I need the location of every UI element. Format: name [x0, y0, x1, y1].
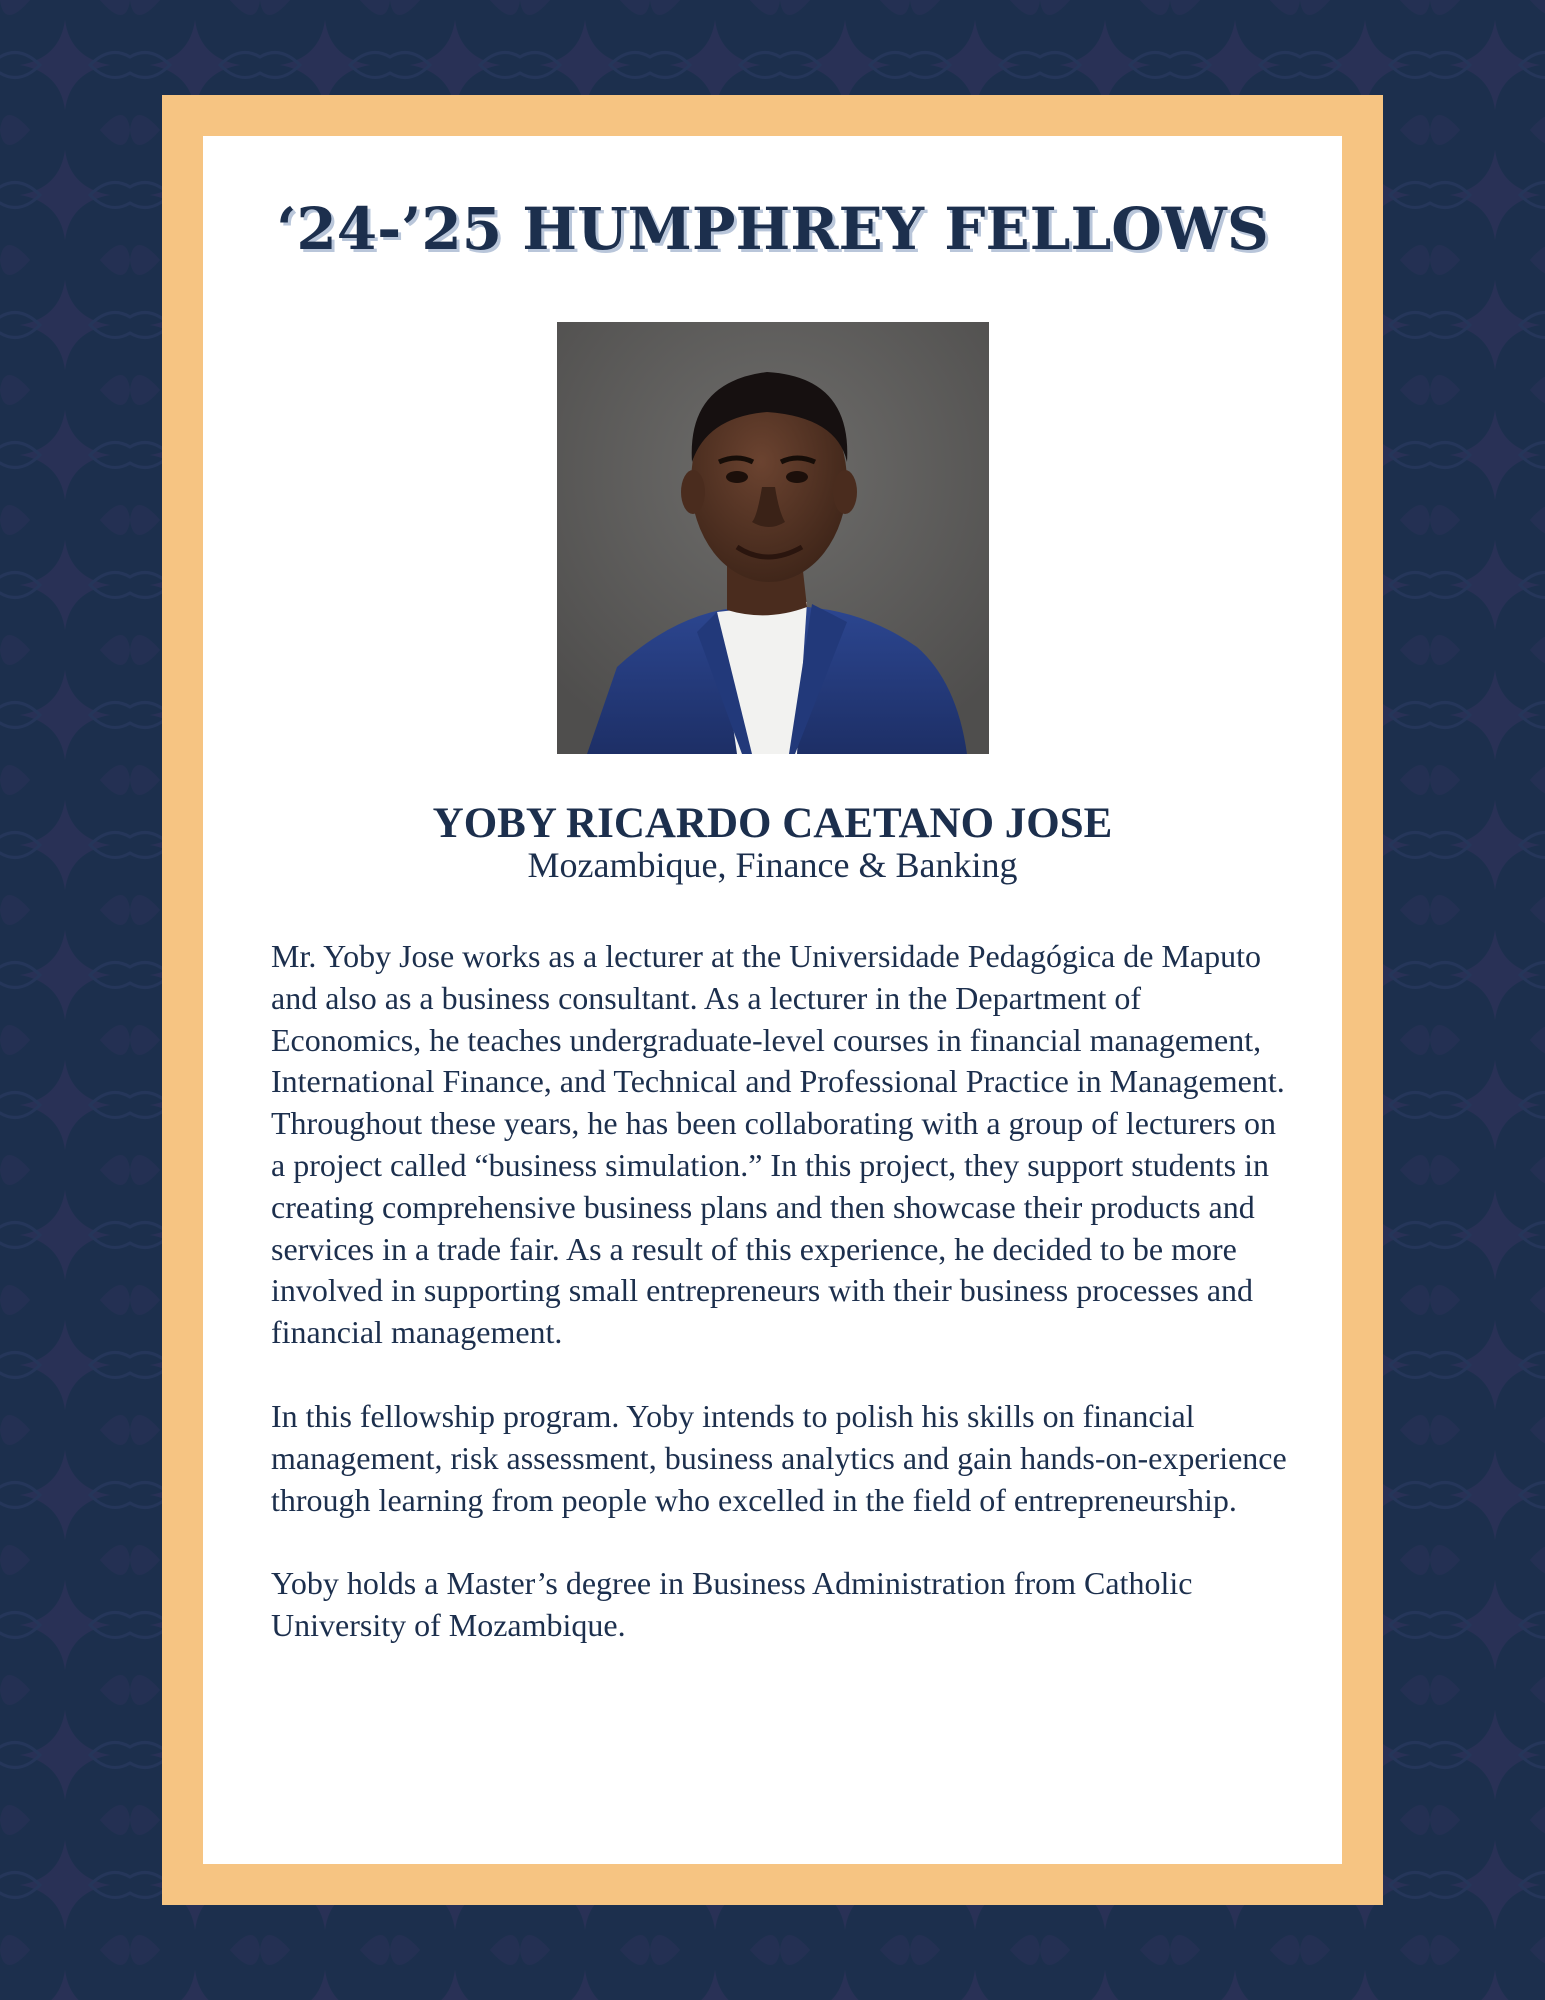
- bio-paragraph: Yoby holds a Master’s degree in Business Administration from Catholic University of Mozambique.: [271, 1565, 1193, 1644]
- fellow-name: YOBY RICARDO CAETANO JOSE: [432, 800, 1113, 847]
- fellow-portrait-photo: [557, 322, 989, 754]
- bio-paragraph: Mr. Yoby Jose works as a lecturer at the Universidade Pedagógica de Maputo and also as a business consultant. As a lecturer in the Department of Economics, he teaches undergraduate-level courses in financial management, International Finance, and Technical and Professional Practice in Management. Throughout these years, he has been collaborating with a group of lecturers on a project called “business simulation.” In this project, they support students in creating comprehensive business plans and then showcase their products and services in a trade fair. As a result of this experience, he decided to be more involved in supporting small entrepreneurs with their business processes and financial management.: [271, 938, 1285, 1351]
- portrait-photo-icon: [557, 322, 989, 754]
- page-title: ‘24-’25 HUMPHREY FELLOWS: [276, 195, 1269, 263]
- bio-paragraph: In this fellowship program. Yoby intends to polish his skills on financial management, risk assessment, business analytics and gain hands-on-experience through learning from people who excelled in the field of entrepreneurship.: [271, 1397, 1287, 1518]
- bio-text: [271, 936, 1291, 1689]
- fellow-country-field: Mozambique, Finance & Banking: [527, 845, 1018, 885]
- profile-card: [203, 136, 1342, 1864]
